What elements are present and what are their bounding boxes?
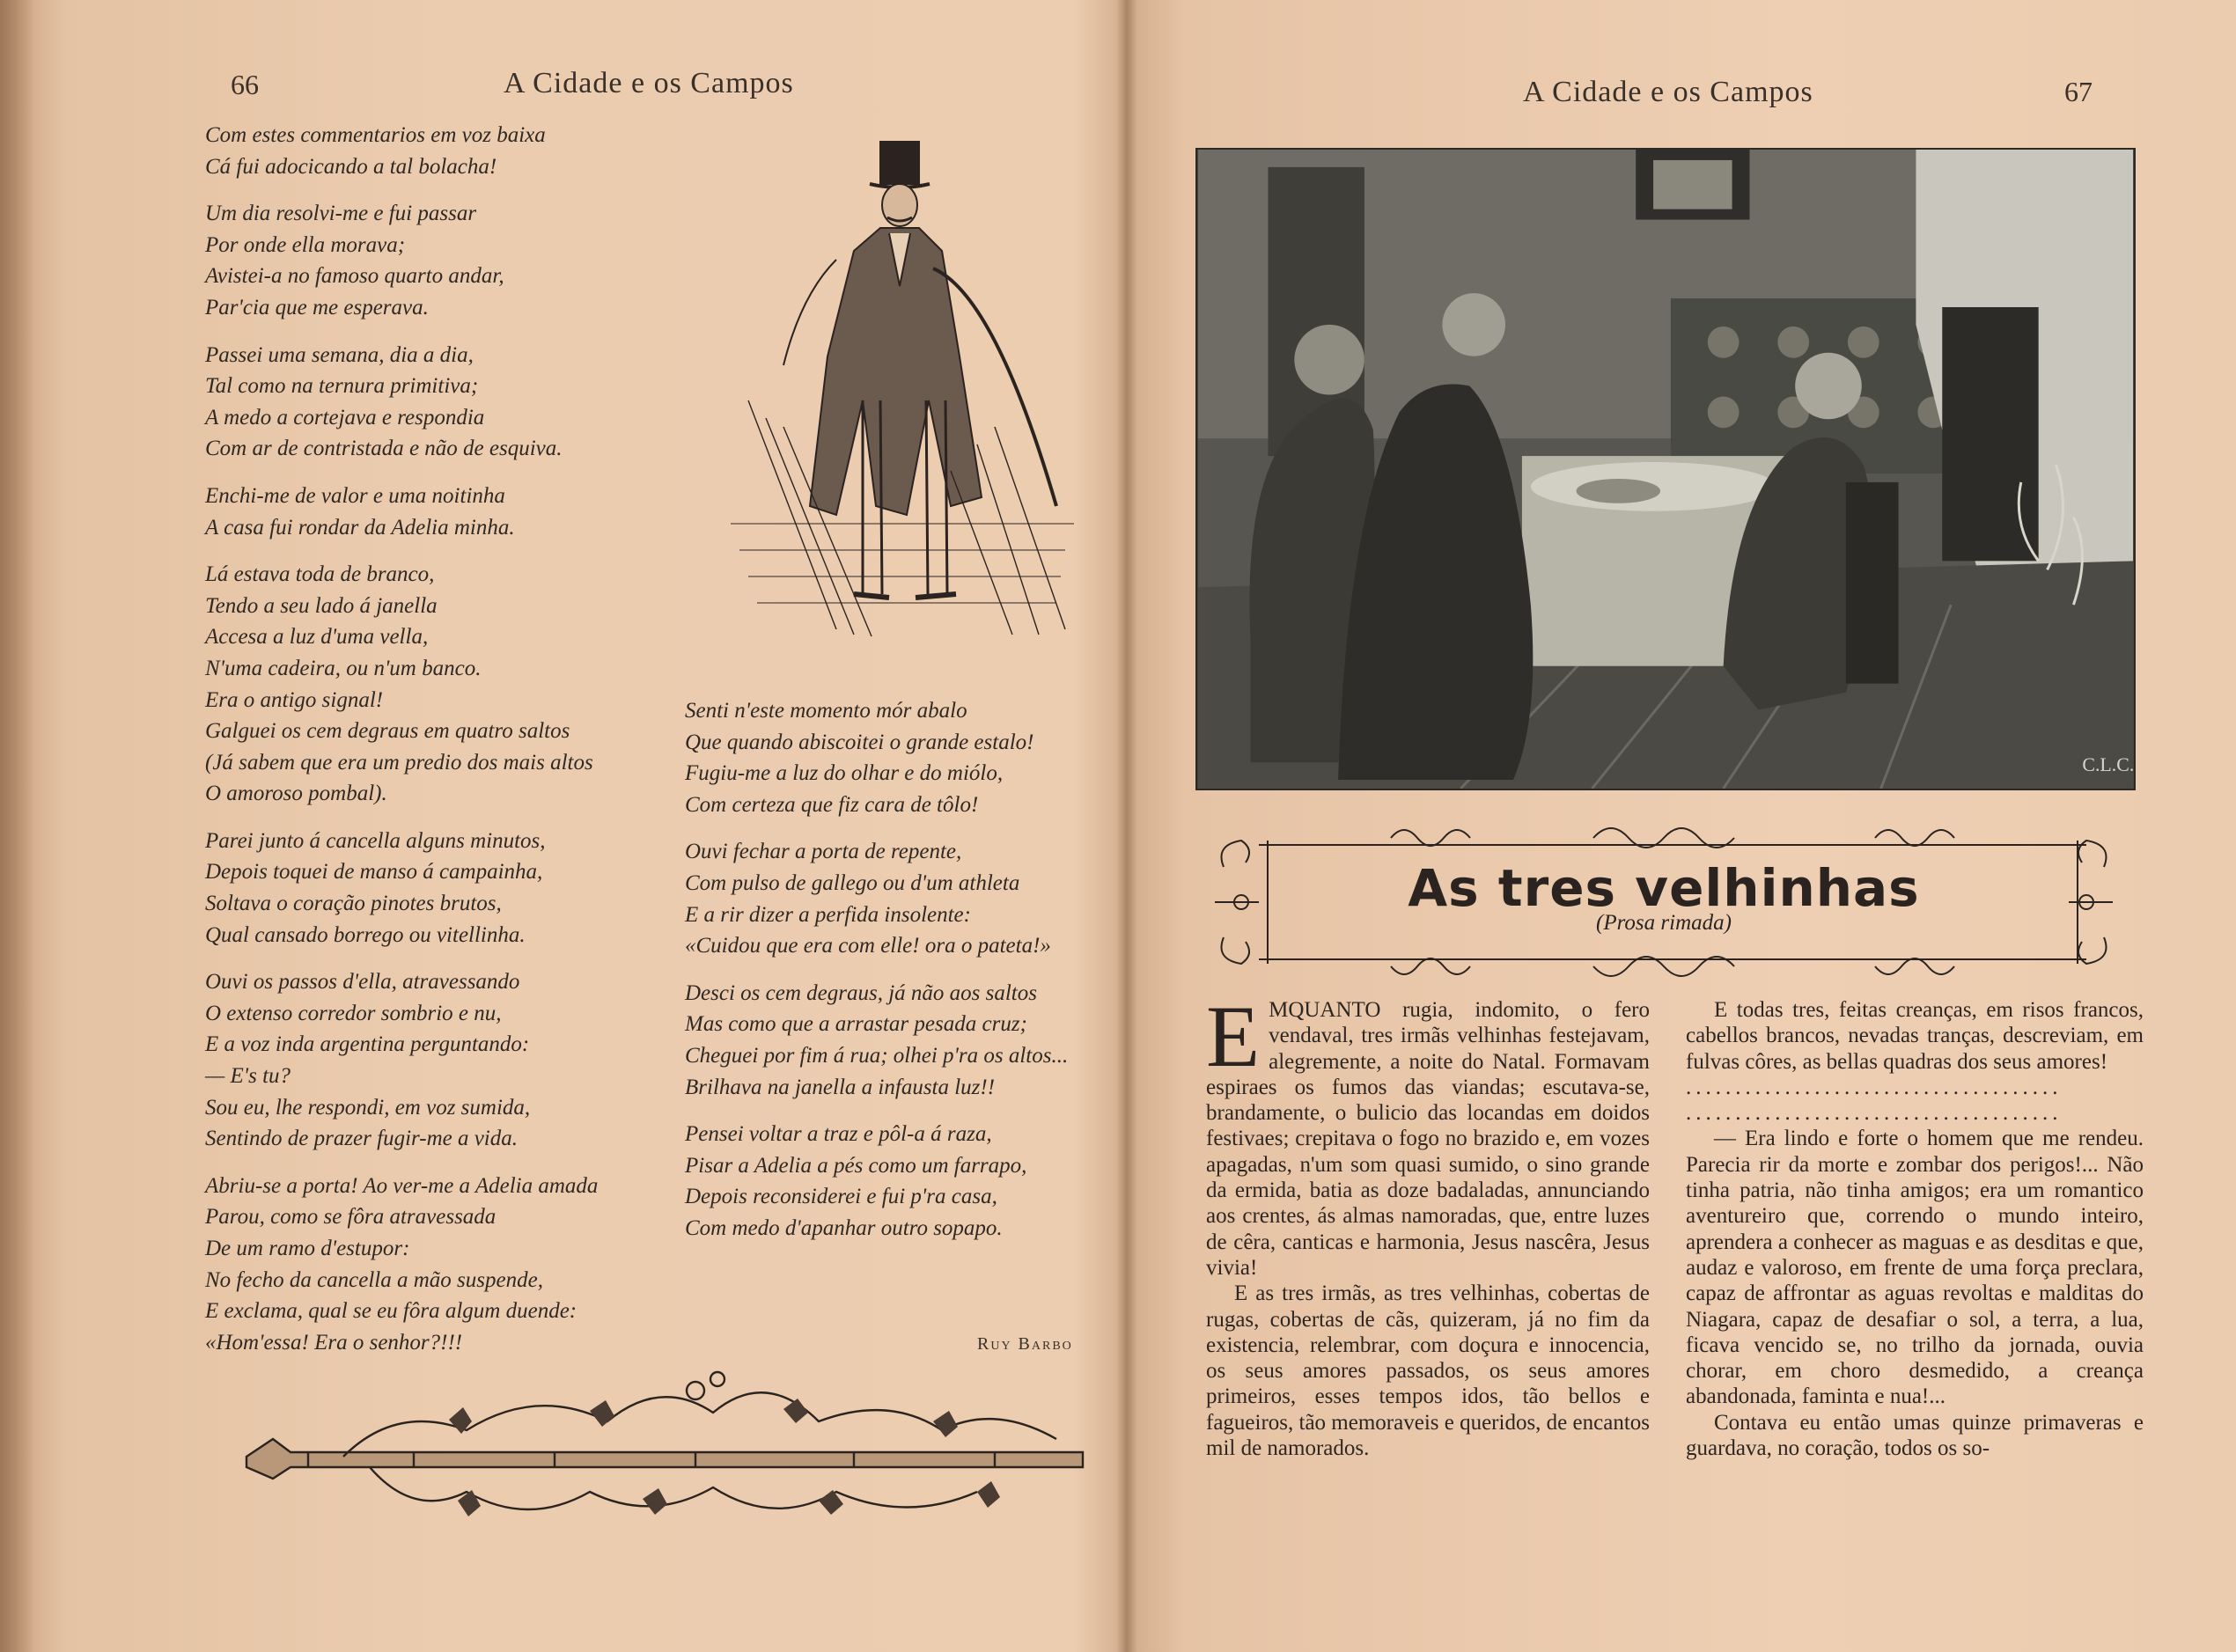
poem-line: Sou eu, lhe respondi, em voz sumida,: [205, 1095, 531, 1120]
col2-paragraph-2: — Era lindo e forte o homem que me rendeu. Parecia rir da morte e zombar dos perigos!... Não tinha patria, não tinha amigos; era um romantico aventureiro que, correndo o mundo inteiro, aprendera a conhecer as maguas e as desditas e que, audaz e valoroso, em frente de uma força preclara, capaz de affrontar as aguas revoltas e malditas do Niagara, capaz de desafiar o sol, a terra, a lua, ficava vencido se, no trilho da jornada, ouvia chorar, em choro desmedido, a creança abandonada, faminta e nua!...: [1686, 1127, 2144, 1409]
poem-line: Por onde ella morava;: [205, 232, 406, 257]
poem-stanza: [685, 836, 1068, 961]
page-number-right: 67: [2064, 76, 2093, 107]
ellipsis-line-1: ......................................: [1686, 1075, 2063, 1099]
poem-line: Ouvi os passos d'ella, atravessando: [205, 970, 520, 995]
poem-line: N'uma cadeira, ou n'um banco.: [205, 656, 482, 680]
poem-line: Galguei os cem degraus em quatro saltos: [205, 719, 570, 744]
poem-line: E a rir dizer a perfida insolente:: [685, 902, 971, 927]
poem-line: Avistei-a no famoso quarto andar,: [205, 264, 504, 289]
poem-line: Fugiu-me a luz do olhar e do miólo,: [685, 761, 1004, 786]
poem-line: Com pulso de gallego ou d'um athleta: [685, 870, 1020, 895]
poem-stanza: [205, 481, 598, 543]
right-page: [1127, 0, 2236, 1652]
poem-line: De um ramo d'estupor:: [205, 1237, 410, 1260]
col2-paragraph-1: E todas tres, feitas creanças, em risos francos, cabellos brancos, nevadas tranças, descreviam, em fulvas côres, as bellas quadras dos seus amores!: [1686, 998, 2144, 1074]
poem-line: Com certeza que fiz cara de tôlo!: [685, 792, 979, 817]
poem-line: O extenso corredor sombrio e nu,: [205, 1001, 502, 1025]
poem-line: Ouvi fechar a porta de repente,: [685, 840, 962, 864]
paragraph-1: rugia, indomito, o fero vendaval, tres irmãs velhinhas festejavam, alegremente, a noite do Natal. Formavam espiraes os fumos das viandas; escutava-se, brandamente, o bulicio das locandas em doidos festivaes; crepitava o fogo no brazido e, em vozes apagadas, n'um som quasi sumido, o sino grande da ermida, batia as doze badaladas, annunciando aos crentes, ás almas namoradas, que, entre luzes de cêra, canticas e harmonia, Jesus nascêra, Jesus vivia!: [1206, 998, 1650, 1280]
text-column-1: [1206, 988, 1650, 1461]
poem-column-right: [685, 695, 1068, 1260]
poem-line: Com estes commentarios em voz baixa: [205, 123, 546, 147]
gentleman-illustration: [731, 136, 1074, 638]
poem-line: Depois toquei de manso á campainha,: [205, 860, 543, 885]
poem-stanza: [685, 695, 1068, 820]
poem-line: Com medo d'apanhar outro sopapo.: [685, 1215, 1003, 1240]
poem-line: A medo a cortejava e respondia: [205, 405, 485, 430]
poem-line: Qual cansado borrego ou vitellinha.: [205, 922, 526, 947]
poem-stanza: [205, 198, 598, 323]
poem-line: Que quando abiscoitei o grande estalo!: [685, 730, 1034, 754]
poem-line: Lá estava toda de branco,: [205, 562, 435, 587]
poem-line: Enchi-me de valor e uma noitinha: [205, 483, 505, 508]
poem-stanza: [685, 978, 1068, 1103]
poem-line: E exclama, qual se eu fôra algum duende:: [205, 1299, 577, 1324]
poem-line: Parou, como se fôra atravessada: [205, 1205, 496, 1230]
article-title: As tres velhinhas: [1408, 858, 1920, 918]
poem-line: Parei junto á cancella alguns minutos,: [205, 828, 546, 853]
poem-stanza: [205, 966, 598, 1155]
poem-line: «Hom'essa! Era o senhor?!!!: [205, 1330, 463, 1355]
text-column-2: [1686, 997, 2144, 1461]
poem-line: «Cuidou que era com elle! ora o pateta!»: [685, 934, 1051, 958]
poem-line: No fecho da cancella a mão suspende,: [205, 1267, 543, 1292]
article-subtitle: (Prosa rimada): [1596, 911, 1732, 935]
painting-monogram: C.L.C.: [2082, 754, 2134, 776]
poem-line: Depois reconsiderei e fui p'ra casa,: [685, 1185, 997, 1209]
poem-line: Abriu-se a porta! Ao ver-me a Adelia amada: [205, 1173, 599, 1198]
author-signature: Ruy Barbo: [977, 1334, 1073, 1354]
poem-stanza: [685, 1119, 1068, 1244]
poem-line: E a voz inda argentina perguntando:: [205, 1032, 530, 1057]
poem-line: O amoroso pombal).: [205, 782, 387, 806]
poem-stanza: [205, 1171, 598, 1359]
col2-paragraph-3: Contava eu então umas quinze primaveras e guardava, no coração, todos os so-: [1686, 1410, 2144, 1461]
paragraph-2: E as tres irmãs, as tres velhinhas, cobertas de rugas, cobertas de cãs, quizeram, já no fim da existencia, relembrar, com doçura e innocencia, os seus amores passados, os seus amores primeiros, esses tempos idos, tão bellos e fagueiros, tão memoraveis e queridos, de encantos mil de namorados.: [1206, 1281, 1650, 1461]
poem-line: — E's tu?: [205, 1064, 291, 1089]
poem-line: Brilhava na janella a infausta luz!!: [685, 1075, 996, 1099]
poem-line: (Já sabem que era um predio dos mais altos: [205, 750, 593, 775]
running-head-left: A Cidade e os Campos: [504, 67, 794, 99]
three-old-women-painting: [1195, 148, 2136, 790]
poem-line: Com ar de contristada e não de esquiva.: [205, 437, 563, 461]
poem-line: Um dia resolvi-me e fui passar: [205, 202, 477, 226]
title-frame: [1206, 819, 2122, 986]
poem-line: Soltava o coração pinotes brutos,: [205, 892, 502, 916]
page-number-left: 66: [231, 69, 259, 100]
poem-line: Senti n'este momento mór abalo: [685, 699, 967, 723]
drop-cap: E: [1206, 988, 1261, 1085]
poem-line: Cá fui adocicando a tal bolacha!: [205, 154, 497, 179]
running-head-right: A Cidade e os Campos: [1523, 76, 1813, 108]
poem-line: Par'cia que me esperava.: [205, 295, 429, 319]
ellipsis-line-2: ......................................: [1686, 1101, 2063, 1126]
poem-stanza: [205, 559, 598, 810]
poem-line: Era o antigo signal!: [205, 687, 384, 712]
poem-line: Sentindo de prazer fugir-me a vida.: [205, 1127, 519, 1151]
poem-line: Desci os cem degraus, já não aos saltos: [685, 980, 1037, 1005]
poem-line: Pisar a Adelia a pés como um farrapo,: [685, 1153, 1027, 1178]
poem-stanza: [205, 340, 598, 465]
poem-stanza: [205, 826, 598, 951]
poem-line: Accesa a luz d'uma vella,: [205, 625, 429, 650]
poem-line: Passei uma semana, dia a dia,: [205, 342, 474, 367]
poem-column-left: [205, 120, 598, 1374]
poem-line: Tal como na ternura primitiva;: [205, 374, 479, 399]
poem-line: Pensei voltar a traz e pôl-a á raza,: [685, 1122, 992, 1147]
poem-line: Mas como que a arrastar pesada cruz;: [685, 1012, 1027, 1037]
poem-stanza: [205, 120, 598, 182]
lead-smallcaps: MQUANTO: [1269, 998, 1381, 1022]
vine-ornament: [238, 1369, 1092, 1536]
poem-line: Tendo a seu lado á janella: [205, 593, 438, 618]
poem-line: Cheguei por fim á rua; olhei p'ra os altos...: [685, 1043, 1069, 1068]
poem-line: A casa fui rondar da Adelia minha.: [205, 515, 515, 540]
